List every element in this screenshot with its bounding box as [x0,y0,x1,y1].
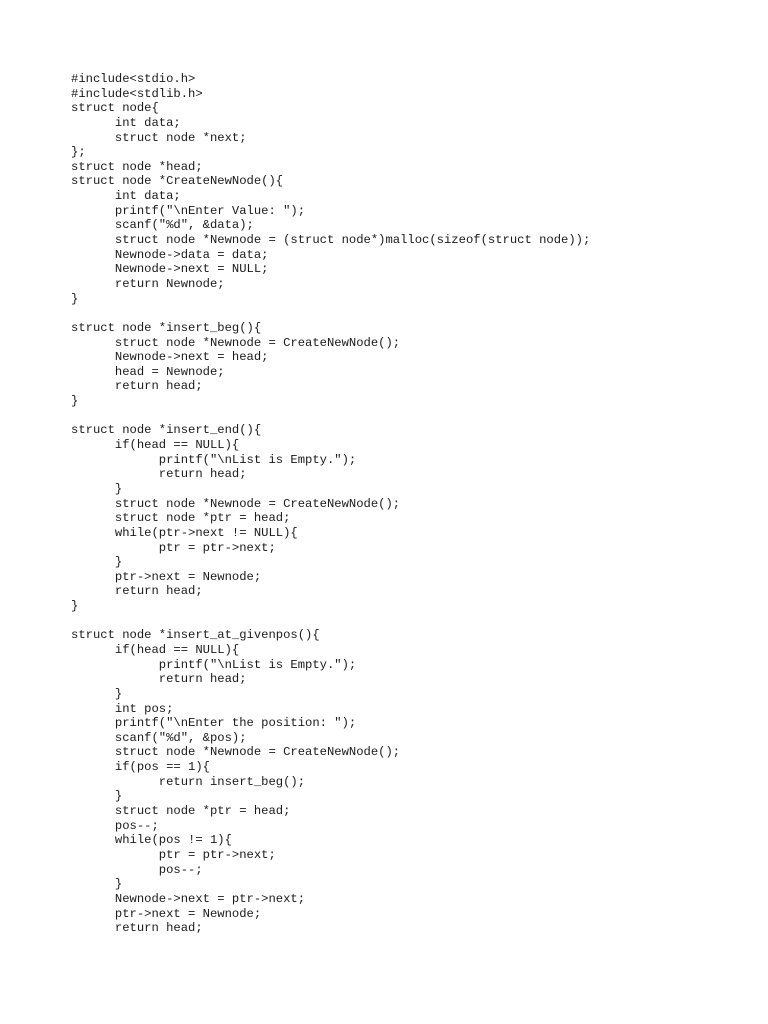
code-line: struct node *ptr = head; [71,511,291,526]
code-line: struct node *head; [71,159,203,174]
code-line: printf("\nEnter the position: "); [71,716,357,731]
code-line: struct node *CreateNewNode(){ [71,174,284,189]
code-line: } [71,555,123,570]
code-line: ptr = ptr->next; [71,847,276,862]
code-line: return head; [71,672,247,687]
code-line: int data; [71,115,181,130]
code-line: ptr = ptr->next; [71,540,276,555]
code-line: printf("\nList is Empty."); [71,452,357,467]
code-line: } [71,686,123,701]
code-line: return insert_beg(); [71,774,306,789]
code-line: int pos; [71,701,174,716]
code-line: ptr->next = Newnode; [71,569,262,584]
code-line: while(pos != 1){ [71,833,232,848]
code-line: if(head == NULL){ [71,642,240,657]
code-line: while(ptr->next != NULL){ [71,525,298,540]
code-line: struct node *insert_end(){ [71,423,262,438]
code-block [71,72,590,936]
code-line: printf("\nList is Empty."); [71,657,357,672]
code-line: return head; [71,584,203,599]
code-line [71,306,590,321]
code-line: pos--; [71,818,159,833]
code-line: #include<stdio.h> [71,72,196,86]
code-line: if(head == NULL){ [71,438,240,453]
code-line: } [71,877,123,892]
code-line [71,409,590,424]
code-line: Newnode->next = ptr->next; [71,891,306,906]
code-line: } [71,789,123,804]
code-line: struct node{ [71,101,159,116]
code-line: struct node *insert_beg(){ [71,320,262,335]
code-line: struct node *insert_at_givenpos(){ [71,628,320,643]
code-line: Newnode->data = data; [71,247,269,262]
code-line: } [71,291,79,306]
code-line: ptr->next = Newnode; [71,906,262,921]
code-line: struct node *ptr = head; [71,804,291,819]
code-line: pos--; [71,862,203,877]
code-line: Newnode->next = head; [71,350,269,365]
code-line [71,614,590,629]
code-line: struct node *Newnode = CreateNewNode(); [71,745,401,760]
code-line: #include<stdlib.h> [71,86,203,101]
code-line: head = Newnode; [71,364,225,379]
code-line: if(pos == 1){ [71,760,210,775]
code-line: } [71,599,79,614]
code-line: struct node *Newnode = (struct node*)malloc(sizeof(struct node)); [71,233,591,248]
code-line: struct node *Newnode = CreateNewNode(); [71,335,401,350]
code-line: Newnode->next = NULL; [71,262,269,277]
code-line: struct node *Newnode = CreateNewNode(); [71,496,401,511]
code-line: return head; [71,467,247,482]
code-line: return head; [71,921,203,936]
code-line: scanf("%d", &data); [71,218,254,233]
code-line: } [71,394,79,409]
code-line: scanf("%d", &pos); [71,730,247,745]
code-line: printf("\nEnter Value: "); [71,203,306,218]
code-line: int data; [71,189,181,204]
code-line: return head; [71,379,203,394]
code-line: }; [71,145,86,160]
code-line: } [71,481,123,496]
code-line: return Newnode; [71,276,225,291]
code-line: struct node *next; [71,130,247,145]
